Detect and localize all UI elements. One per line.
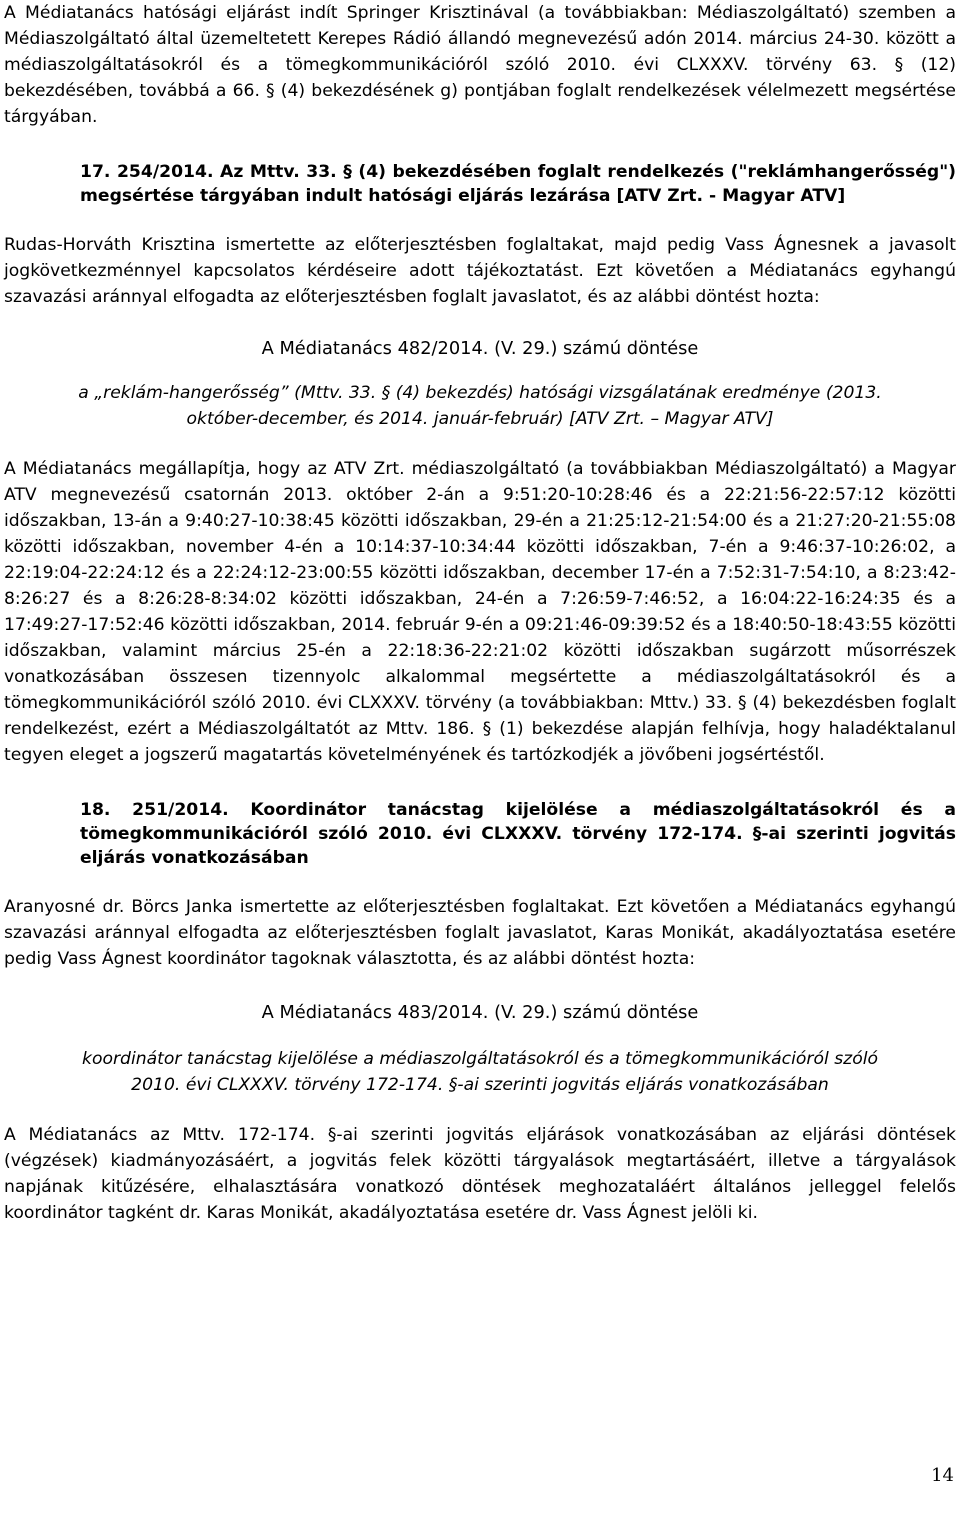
item-18-paragraph: Aranyosné dr. Börcs Janka ismertette az előterjesztésben foglaltakat. Ezt követően a Médiatanács egyhangú szavazási aránnyal elfogadta az előterjesztésben foglalt javaslatot, Karas Monikát, akadályoztatása esetére pedig Vass Ágnest koordinátor tagoknak választotta, és az alábbi döntést hozta:	[4, 897, 956, 969]
item-17-heading: 17. 254/2014. Az Mttv. 33. § (4) bekezdésében foglalt rendelkezés ("reklámhangerősség") megsértése tárgyában indult hatósági eljárás lezárása [ATV Zrt. - Magyar ATV]	[80, 162, 956, 206]
item-17-decision-body: A Médiatanács megállapítja, hogy az ATV Zrt. médiaszolgáltató (a továbbiakban Médiaszolgáltató) a Magyar ATV megnevezésű csatornán 2013. október 2-án a 9:51:20-10:28:46 és a 22:21:56-22:57:12 közötti időszakban, 13-án a 9:40:27-10:38:45 közötti időszakban, 29-én a 21:25:12-21:54:00 és a 21:27:20-21:55:08 közötti időszakban, november 4-én a 10:14:37-10:34:44 közötti időszakban, 7-én a 9:46:37-10:26:02, a 22:19:04-22:24:12 és a 22:24:12-23:00:55 közötti időszakban, december 17-én a 7:52:31-7:54:10, a 8:23:42-8:26:27 és a 8:26:28-8:34:02 közötti időszakban, 24-én a 7:26:59-7:46:52, a 16:04:22-16:24:35 és a 17:49:27-17:52:46 közötti időszakban, 2014. február 9-én a 09:21:46-09:39:52 és a 18:40:50-18:43:55 közötti időszakban, valamint március 25-én a 22:18:36-22:21:02 közötti időszakban sugárzott műsorrészek vonatkozásában összesen tizennyolc alkalommal megsértette a médiaszolgáltatásokról és a tömegkommunikációról szóló 2010. évi CLXXXV. törvény (a továbbiakban: Mttv.) 33. § (4) bekezdésben foglalt rendelkezést, ezért a Médiaszolgáltatót az Mttv. 186. § (1) bekezdése alapján felhívja, hogy haladéktalanul tegyen eleget a jogszerű magatartás követelményének és tartózkodjék a jövőbeni jogsértéstől.	[4, 459, 956, 765]
item-17-decision-subtitle-line1: a „reklám-hangerősség” (Mttv. 33. § (4) bekezdés) hatósági vizsgálatának eredménye (2013.	[78, 383, 882, 403]
item-18-decision-subtitle-line1: koordinátor tanácstag kijelölése a médiaszolgáltatásokról és a tömegkommunikációról szóló	[81, 1049, 879, 1069]
page-number: 14	[931, 1465, 954, 1486]
item-18-decision-subtitle-line2: 2010. évi CLXXXV. törvény 172-174. §-ai szerinti jogvitás eljárás vonatkozásában	[131, 1075, 829, 1095]
item-18-heading-text: 251/2014. Koordinátor tanácstag kijelölése a médiaszolgáltatásokról és a tömegkommunikációról szóló 2010. évi CLXXXV. törvény 172-174. §-ai szerinti jogvitás eljárás vonatkozásában	[80, 800, 956, 868]
document-page	[4, 0, 956, 1226]
intro-paragraph: A Médiatanács hatósági eljárást indít Springer Krisztinával (a továbbiakban: Médiaszolgáltató) szemben a Médiaszolgáltató által üzemeltetett Kerepes Rádió állandó megnevezésű adón 2014. március 24-30. között a médiaszolgáltatásokról és a tömegkommunikációról szóló 2010. évi CLXXXV. törvény 63. § (12) bekezdésében, továbbá a 66. § (4) bekezdésének g) pontjában foglalt rendelkezések vélelmezett megsértése tárgyában.	[4, 3, 956, 127]
item-18-heading	[4, 798, 956, 870]
item-17-decision-subtitle-line2: október-december, és 2014. január-február) [ATV Zrt. – Magyar ATV]	[186, 409, 774, 429]
item-18-decision-body: A Médiatanács az Mttv. 172-174. §-ai szerinti jogvitás eljárások vonatkozásában az eljárási döntések (végzések) kiadmányozásáért, a jogvitás felek közötti tárgyalások megtartásáért, illetve a tárgyalások napjának kitűzésére, elhalasztására vonatkozó döntések meghozataláért általános jelleggel felelős koordinátor tagként dr. Karas Monikát, akadályoztatása esetére dr. Vass Ágnest jelöli ki.	[4, 1125, 956, 1223]
item-17-decision-title: A Médiatanács 482/2014. (V. 29.) számú döntése	[261, 338, 699, 359]
item-18-number: 18.	[80, 800, 111, 820]
item-18-decision-title: A Médiatanács 483/2014. (V. 29.) számú döntése	[261, 1002, 699, 1023]
item-17-paragraph: Rudas-Horváth Krisztina ismertette az előterjesztésben foglaltakat, majd pedig Vass Ágnesnek a javasolt jogkövetkezménnyel kapcsolatos kérdéseire adott tájékoztatást. Ezt követően a Médiatanács egyhangú szavazási aránnyal elfogadta az előterjesztésben foglalt javaslatot, és az alábbi döntést hozta:	[4, 235, 956, 307]
